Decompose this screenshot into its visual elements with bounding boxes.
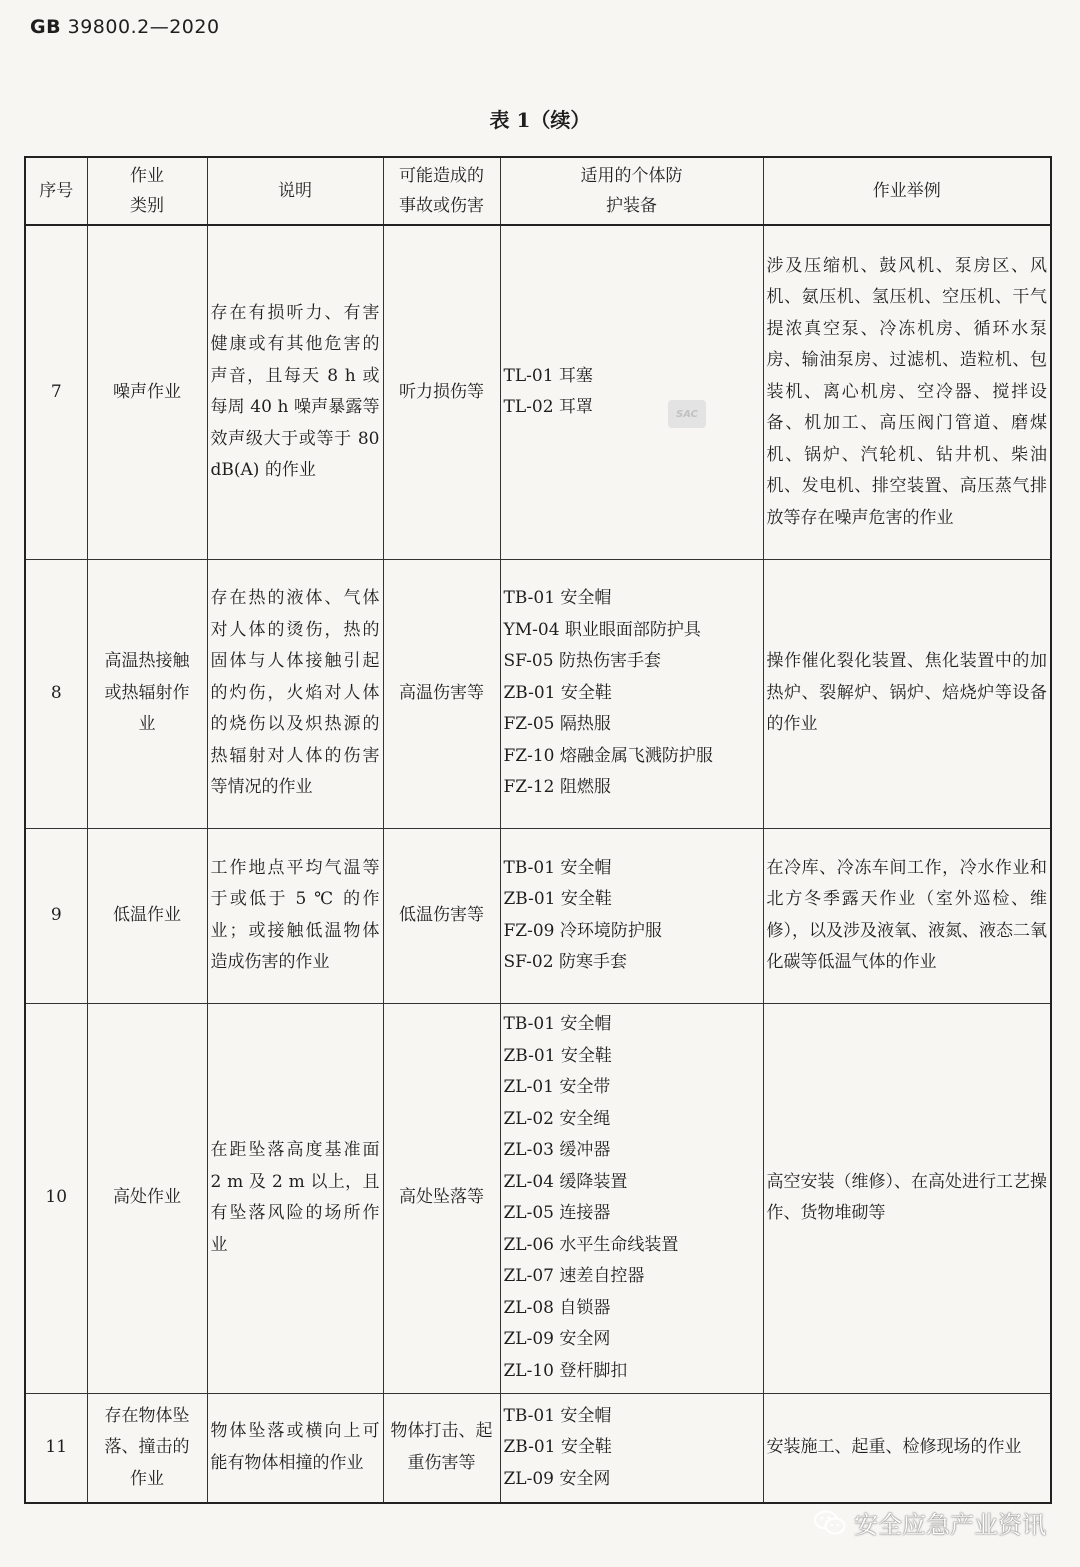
row-description: 工作地点平均气温等于或低于 5 ℃ 的作业；或接触低温物体造成伤害的作业 xyxy=(207,828,383,1003)
ppe-item: FZ-12 阻燃服 xyxy=(503,777,611,798)
table-row xyxy=(25,559,1051,828)
row-harm: 低温伤害等 xyxy=(383,828,500,1003)
row-harm: 高处坠落等 xyxy=(383,1003,500,1393)
row-category: 低温作业 xyxy=(87,828,207,1003)
header-ppe: 适用的个体防护装备 xyxy=(500,157,763,225)
row-ppe xyxy=(500,1393,763,1503)
ppe-item: ZL-09 安全网 xyxy=(503,1468,611,1489)
ppe-item: TL-02 耳罩 xyxy=(503,397,593,418)
wechat-icon xyxy=(814,1510,846,1536)
ppe-item: TL-01 耳塞 xyxy=(503,365,593,386)
ppe-item: ZB-01 安全鞋 xyxy=(503,1045,612,1066)
row-examples: 涉及压缩机、鼓风机、泵房区、风机、氨压机、氢压机、空压机、干气提浓真空泵、冷冻机房、循环水泵房、输油泵房、过滤机、造粒机、包装机、离心机房、空冷器、搅拌设备、机加工、高压阀门管道、磨煤机、锅炉、汽轮机、钻井机、柴油机、发电机、排空装置、高压蒸气排放等存在噪声危害的作业 xyxy=(763,225,1051,559)
ppe-item: FZ-05 隔热服 xyxy=(503,714,611,735)
row-examples: 操作催化裂化装置、焦化装置中的加热炉、裂解炉、锅炉、焙烧炉等设备的作业 xyxy=(763,559,1051,828)
row-ppe xyxy=(500,1003,763,1393)
ppe-item: ZL-10 登杆脚扣 xyxy=(503,1360,628,1381)
row-harm: 物体打击、起重伤害等 xyxy=(383,1393,500,1503)
row-number: 10 xyxy=(25,1003,87,1393)
ppe-item: ZL-05 连接器 xyxy=(503,1203,611,1223)
ppe-item: ZL-03 缓冲器 xyxy=(503,1140,611,1160)
ppe-item: ZL-04 缓降装置 xyxy=(503,1171,628,1192)
header-description: 说明 xyxy=(207,157,383,225)
header-examples: 作业举例 xyxy=(763,157,1051,225)
row-number: 9 xyxy=(25,828,87,1003)
row-description: 物体坠落或横向上可能有物体相撞的作业 xyxy=(207,1393,383,1503)
row-ppe xyxy=(500,559,763,828)
ppe-item: ZL-01 安全带 xyxy=(503,1077,611,1097)
ppe-item: ZL-02 安全绳 xyxy=(503,1108,611,1129)
ppe-table xyxy=(24,156,1052,1504)
row-category: 高处作业 xyxy=(87,1003,207,1393)
row-number: 8 xyxy=(25,559,87,828)
row-description: 在距坠落高度基准面 2 m 及 2 m 以上，且有坠落风险的场所作业 xyxy=(207,1003,383,1393)
ppe-item: ZB-01 安全鞋 xyxy=(503,682,612,703)
row-ppe xyxy=(500,225,763,559)
ppe-item: SF-02 防寒手套 xyxy=(503,952,627,972)
row-number: 7 xyxy=(25,225,87,559)
row-harm: 听力损伤等 xyxy=(383,225,500,559)
ppe-item: ZB-01 安全鞋 xyxy=(503,1437,612,1457)
ppe-item: TB-01 安全帽 xyxy=(503,1405,612,1426)
ppe-item: ZL-07 速差自控器 xyxy=(503,1266,645,1286)
ppe-item: FZ-10 熔融金属飞溅防护服 xyxy=(503,745,713,766)
table-header-row xyxy=(25,157,1051,225)
ppe-item: ZL-06 水平生命线装置 xyxy=(503,1234,679,1255)
ppe-item: TB-01 安全帽 xyxy=(503,857,612,878)
row-category: 高温热接触或热辐射作业 xyxy=(87,559,207,828)
table-row xyxy=(25,828,1051,1003)
table-row xyxy=(25,1003,1051,1393)
row-examples: 安装施工、起重、检修现场的作业 xyxy=(763,1393,1051,1503)
row-number: 11 xyxy=(25,1393,87,1503)
ppe-item: FZ-09 冷环境防护服 xyxy=(503,920,662,941)
table-row xyxy=(25,1393,1051,1503)
row-ppe xyxy=(500,828,763,1003)
row-category: 噪声作业 xyxy=(87,225,207,559)
row-category: 存在物体坠落、撞击的作业 xyxy=(87,1393,207,1503)
table-title: 表 1（续） xyxy=(489,108,591,132)
header-harm: 可能造成的事故或伤害 xyxy=(383,157,500,225)
row-description: 存在有损听力、有害健康或有其他危害的声音，且每天 8 h 或每周 40 h 噪声暴露等效声级大于或等于 80 dB(A) 的作业 xyxy=(207,225,383,559)
wechat-watermark xyxy=(814,1505,1046,1540)
sac-watermark: SAC xyxy=(668,400,706,428)
ppe-item: TB-01 安全帽 xyxy=(503,588,612,609)
ppe-item: ZL-08 自锁器 xyxy=(503,1297,611,1318)
row-harm: 高温伤害等 xyxy=(383,559,500,828)
ppe-item: TB-01 安全帽 xyxy=(503,1014,612,1034)
standard-number: GB 39800.2—2020 xyxy=(30,16,220,38)
ppe-item: ZL-09 安全网 xyxy=(503,1329,611,1349)
ppe-item: YM-04 职业眼面部防护具 xyxy=(503,619,701,640)
row-description: 存在热的液体、气体对人体的烫伤，热的固体与人体接触引起的灼伤，火焰对人体的烧伤以及炽热源的热辐射对人体的伤害等情况的作业 xyxy=(207,559,383,828)
row-examples: 高空安装（维修）、在高处进行工艺操作、货物堆砌等 xyxy=(763,1003,1051,1393)
header-category: 作业类别 xyxy=(87,157,207,225)
wechat-account-name: 安全应急产业资讯 xyxy=(854,1511,1046,1539)
header-no: 序号 xyxy=(25,157,87,225)
ppe-item: SF-05 防热伤害手套 xyxy=(503,651,661,672)
ppe-item: ZB-01 安全鞋 xyxy=(503,889,612,909)
table-row xyxy=(25,225,1051,559)
row-examples: 在冷库、冷冻车间工作，冷水作业和北方冬季露天作业（室外巡检、维修），以及涉及液氧、液氮、液态二氧化碳等低温气体的作业 xyxy=(763,828,1051,1003)
